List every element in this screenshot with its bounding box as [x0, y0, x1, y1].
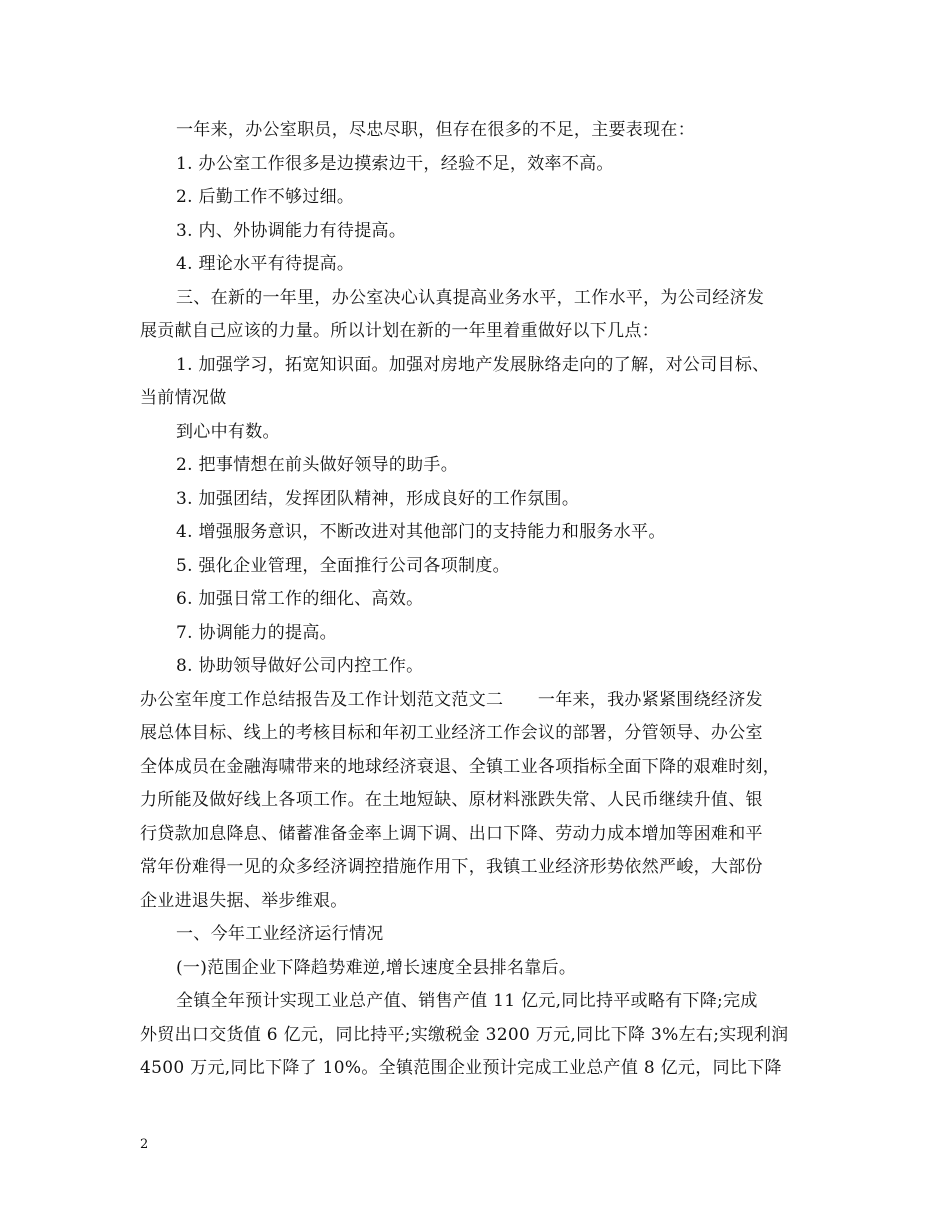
page-number: 2: [140, 1137, 149, 1152]
list-item: 2. 后勤工作不够过细。: [176, 187, 355, 207]
list-item: 6. 加强日常工作的细化、高效。: [176, 589, 424, 609]
paragraph-line: 展总体目标、线上的考核目标和年初工业经济工作会议的部署，分管领导、办公室: [140, 723, 763, 743]
paragraph-line: 到心中有数。: [176, 421, 280, 442]
section-heading: 一、今年工业经济运行情况: [176, 924, 384, 944]
paragraph-line: 4500 万元,同比下降了 10%。全镇范围企业预计完成工业总产值 8 亿元，同比下降: [140, 1058, 782, 1078]
list-item: 7. 协调能力的提高。: [176, 622, 337, 643]
paragraph-line: 行贷款加息降息、储蓄准备金率上调下调、出口下降、劳动力成本增加等困难和平: [140, 823, 763, 844]
list-item: 2. 把事情想在前头做好领导的助手。: [176, 455, 459, 475]
list-item: 3. 加强团结，发挥团队精神，形成良好的工作氛围。: [176, 488, 580, 509]
paragraph-line: 常年份难得一见的众多经济调控措施作用下，我镇工业经济形势依然严峻，大部份: [140, 857, 763, 877]
list-item: 1. 办公室工作很多是边摸索边干，经验不足，效率不高。: [176, 153, 614, 174]
list-item: 3. 内、外协调能力有待提高。: [176, 220, 407, 241]
paragraph-line: 一年来，办公室职员，尽忠尽职，但存在很多的不足，主要表现在：: [176, 120, 695, 140]
paragraph-line: 企业进退失据、举步维艰。: [140, 890, 348, 911]
paragraph-line: 全体成员在金融海啸带来的地球经济衰退、全镇工业各项指标全面下降的艰难时刻，: [140, 756, 781, 777]
section-title-line: 办公室年度工作总结报告及工作计划范文范文二 一年来，我办紧紧围绕经济发: [140, 689, 763, 710]
list-item: 1. 加强学习，拓宽知识面。加强对房地产发展脉络走向的了解，对公司目标、: [176, 354, 770, 375]
document-body: [140, 114, 820, 1086]
list-item: 8. 协助领导做好公司内控工作。: [176, 656, 424, 676]
list-item: 4. 理论水平有待提高。: [176, 254, 355, 274]
paragraph-line: 三、在新的一年里，办公室决心认真提高业务水平，工作水平，为公司经济发: [176, 287, 765, 308]
paragraph-line: 展贡献自己应该的力量。所以计划在新的一年里着重做好以下几点：: [140, 321, 659, 341]
subsection-heading: (一)范围企业下降趋势难逆,增长速度全县排名靠后。: [176, 957, 577, 978]
list-item: 5. 强化企业管理，全面推行公司各项制度。: [176, 555, 510, 576]
paragraph-line: 当前情况做: [140, 388, 227, 408]
paragraph-line: 全镇全年预计实现工业总产值、销售产值 11 亿元,同比持平或略有下降;完成: [176, 991, 758, 1011]
list-item: 4. 增强服务意识，不断改进对其他部门的支持能力和服务水平。: [176, 522, 666, 542]
paragraph-line: 力所能及做好线上各项工作。在土地短缺、原材料涨跌失常、人民币继续升值、银: [140, 790, 763, 810]
paragraph-line: 外贸出口交货值 6 亿元，同比持平;实缴税金 3200 万元,同比下降 3%左右;实现利润: [140, 1024, 789, 1045]
